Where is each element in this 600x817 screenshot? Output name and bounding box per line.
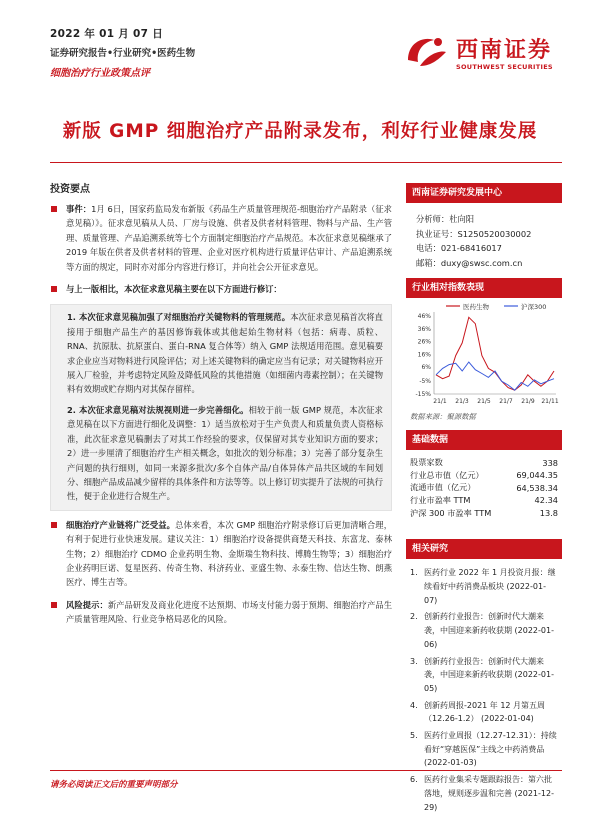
base-data-value: 13.8 (539, 508, 558, 519)
company-logo (404, 32, 564, 76)
related-item-number: 2. (410, 612, 418, 622)
base-data-value: 69,044.35 (516, 470, 558, 481)
related-item[interactable] (410, 699, 558, 726)
base-data-label: 行业总市值（亿元） (410, 469, 484, 480)
revision-item-1 (67, 310, 383, 396)
revision-panel (50, 304, 392, 510)
related-item-text: 医药行业集采专题跟踪报告：第六批落地，规则逐步温和完善 (2021-12-29) (424, 775, 554, 812)
sidebar-column (406, 183, 562, 817)
y-tick-label: -15% (415, 391, 431, 399)
risk-text: 新产品研发及商业化进度不达预期、市场支付能力弱于预期、细胞治疗产品生产质量管理风险、行业竞争格局恶化的风险。 (66, 599, 392, 625)
y-tick-label: 46% (417, 313, 431, 321)
base-data-row (406, 469, 562, 482)
footer-disclaimer: 请务必阅读正文后的重要声明部分 (50, 780, 178, 790)
x-tick-label: 21/1 (433, 398, 447, 406)
y-tick-label: 36% (417, 326, 431, 334)
related-item-number: 4. (410, 700, 418, 710)
related-item-number: 5. (410, 731, 418, 741)
chart-source: 数据来源：聚源数据 (410, 412, 476, 422)
base-data-label: 行业市盈率 TTM (410, 494, 471, 505)
chart-svg (406, 298, 562, 408)
related-item[interactable] (410, 655, 558, 696)
y-tick-label: 16% (417, 351, 431, 359)
base-data-value: 338 (542, 457, 558, 468)
analyst-license: 执业证号：S1250520030002 (416, 228, 532, 239)
compare-paragraph (50, 282, 392, 296)
base-data-value: 64,538.34 (516, 482, 558, 493)
event-paragraph (50, 202, 392, 274)
base-data-row (406, 507, 562, 520)
related-item-number: 6. (410, 775, 418, 785)
chart-heading: 行业相对指数表现 (406, 278, 562, 298)
base-data-value: 42.34 (534, 495, 558, 506)
bullet-square-icon (51, 206, 57, 212)
base-data-row (406, 482, 562, 495)
compare-lead: 与上一版相比，本次征求意见稿主要在以下方面进行修订： (66, 284, 282, 295)
related-item-number: 3. (410, 656, 418, 666)
revision-item-2-lead: 2. 本次征求意见稿对法规视则进一步完善细化。 (67, 404, 249, 415)
summary-column (50, 180, 392, 635)
outlook-lead: 细胞治疗产业链将广泛受益。 (66, 519, 176, 530)
related-item[interactable] (410, 610, 558, 651)
research-heading: 西南证券研究发展中心 (406, 183, 562, 203)
x-tick-label: 21/3 (455, 398, 469, 406)
outlook-paragraph (50, 518, 392, 590)
x-tick-label: 21/7 (499, 398, 513, 406)
related-item-text: 创新药周报-2021 年 12 月第五周（12.26-1.2） (2022-01-04) (424, 700, 546, 724)
report-subseries: 细胞治疗行业政策点评 (50, 68, 150, 79)
logo-text-en: SOUTHWEST SECURITIES (456, 63, 553, 71)
divider-top (50, 162, 562, 163)
related-item-text: 创新药行业报告：创新时代大潮来袭，中国迎来新药收获期 (2022-01-06) (424, 612, 554, 649)
report-date: 2022 年 01 月 07 日 (50, 28, 164, 40)
outlook-text: 总体来看，本次 GMP 细胞治疗附录修订后更加清晰合理，有利于促进行业快速发展。建议关注：1）细胞治疗设备提供商楚天科技、东富龙、泰林生物；2）细胞治疗 CDMO 企业药明生物、金斯瑞生物科技、博腾生物等；3）细胞治疗企业药明巨诺、复星医药、传奇生物、科济药业、亚盛生物、永泰生物、信达生物、朗燕医疗、博生吉等。 (66, 519, 392, 588)
y-tick-label: 26% (417, 338, 431, 346)
analyst-phone: 电话：021-68416017 (416, 243, 502, 254)
related-heading: 相关研究 (406, 539, 562, 559)
x-tick-label: 21/11 (541, 398, 559, 406)
bullet-square-icon (51, 602, 57, 608)
risk-lead: 风险提示： (66, 599, 108, 610)
base-data-row (406, 456, 562, 469)
base-data-table (406, 456, 562, 519)
series-line (436, 318, 554, 391)
related-list (406, 559, 562, 814)
base-data-row (406, 494, 562, 507)
related-item[interactable] (410, 773, 558, 814)
summary-heading: 投资要点 (50, 184, 90, 195)
report-series: 证券研究报告•行业研究•医药生物 (50, 48, 196, 59)
series-line (436, 362, 554, 390)
legend-label: 沪深300 (521, 303, 547, 312)
revision-item-2-text: 相较于前一版 GMP 规范，本次征求意见稿在以下方面进行细化及调整：1）适当放松对于生产负责人和质量负责人资格标准，此次征求意见稿删去了对其工作经验的要求，仅保留对其专业知识方面的要求；2）进一步厘清了细胞治疗生产相关概念，如批次的划分标准；3）完善了部分复杂生产问题的执行细则，如同一来源多批次/多个自体产品/自体异体产品共区域的车间划分、细胞产品成品减少留样的具体条件和方法等等。以上修订切实提升了法规的可执行性，便于企业进行合规生产。 (67, 404, 383, 502)
revision-item-2 (67, 403, 383, 504)
event-lead: 事件： (66, 204, 92, 214)
y-tick-label: -5% (419, 378, 431, 386)
base-data-label: 股票家数 (410, 457, 443, 468)
bullet-square-icon (51, 522, 57, 528)
related-item-text: 创新药行业报告：创新时代大潮来袭，中国迎来新药收获期 (2022-01-05) (424, 656, 554, 693)
divider-bottom (50, 770, 562, 771)
related-item[interactable] (410, 566, 558, 607)
base-data-label: 沪深 300 市盈率 TTM (410, 507, 492, 518)
analyst-name: 分析师：杜向阳 (416, 214, 475, 224)
related-item-text: 医药行业 2022 年 1 月投资月报：继续看好中药消费品板块 (2022-01-07) (424, 568, 556, 605)
analyst-info (406, 203, 562, 270)
legend-label: 医药生物 (463, 303, 489, 312)
related-item[interactable] (410, 729, 558, 770)
bullet-square-icon (51, 286, 57, 292)
x-tick-label: 21/5 (477, 398, 491, 406)
x-tick-label: 21/9 (521, 398, 535, 406)
logo-text-cn: 西南证券 (456, 37, 553, 63)
revision-item-1-lead: 1. 本次征求意见稿加强了对细胞治疗关键物料的管理规范。 (67, 312, 291, 323)
y-tick-label: 6% (421, 364, 431, 372)
event-text: 1月 6日，国家药监局发布新版《药品生产质量管理规范-细胞治疗产品附录（征求意见稿）》。征求意见稿从人员、厂房与设施、供者及供者材料管理、物料与产品、生产管理、质量管理、产品追溯系统等七个方面制定细胞治疗产品规范。本次征求意见稿继承了 2019 年版在供者及供者材料的管理、企业对医疗机构进行质量评估审计、产品追溯系统等方面的规定，同时亦对部分内容进行修订，并向社会公开征求意见。 (66, 204, 392, 272)
logo-mark-icon (404, 32, 450, 76)
page-title: 新版 GMP 细胞治疗产品附录发布，利好行业健康发展 (62, 121, 538, 142)
related-item-text: 医药行业周报（12.27-12.31）：持续看好“穿越医保”主线之中药消费品 (2022-01-03) (424, 731, 557, 768)
risk-paragraph (50, 598, 392, 627)
base-data-heading: 基础数据 (406, 430, 562, 450)
relative-index-chart (406, 298, 562, 408)
analyst-email[interactable]: 邮箱：duxy@swsc.com.cn (416, 257, 523, 268)
revision-item-1-text: 本次征求意见稿首次将直接用于细胞产品生产的基因修饰载体或其他起始生物材料（包括：病毒、质粒、RNA、抗原肽、抗原蛋白、蛋白-RNA 复合体等）纳入 GMP 法规适用范围。意见稿要求企业应当对物料进行风险评估；对上述关键物料的确定应当有记录；对关键物料应开展入厂检验，并考虑特定风险及降低风险的其他措施（如细菌内毒素控制）；在关键物料有效期或贮存期内对其保存留样。 (67, 312, 383, 395)
base-data-label: 流通市值（亿元） (410, 482, 476, 493)
related-item-number: 1. (410, 568, 418, 578)
